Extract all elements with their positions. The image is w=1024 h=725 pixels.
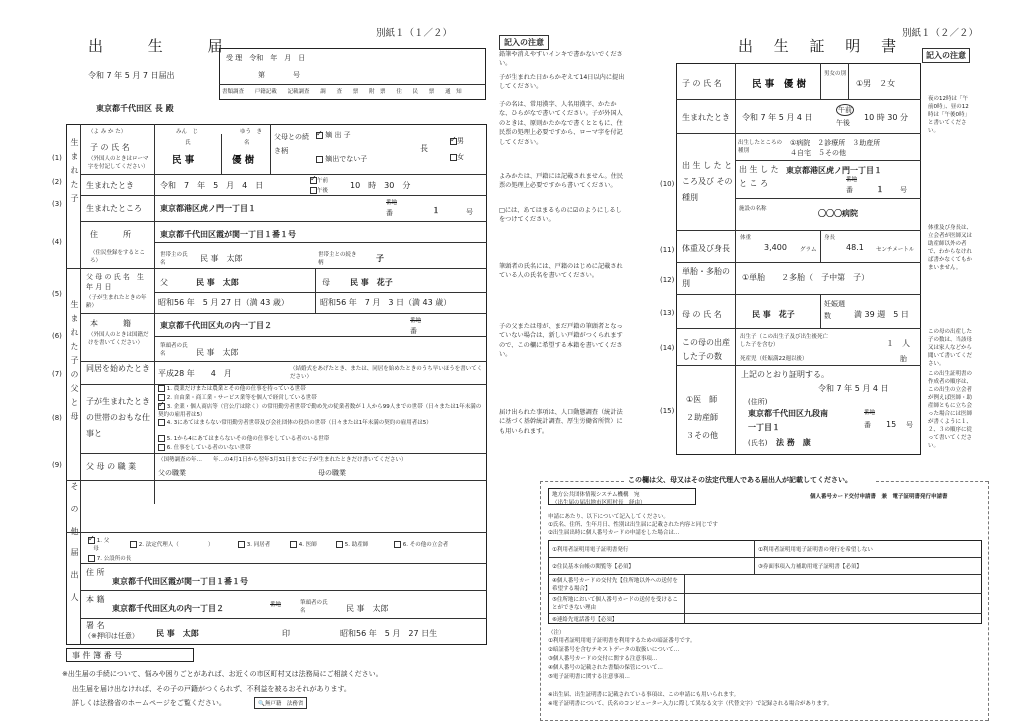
cohab-note: （結婚式をあげたとき、または、同居を始めたときのうち早いほうを書いてください） — [290, 366, 483, 380]
cert-addr-label: (住所) — [748, 398, 768, 406]
row-num: (3) — [52, 200, 62, 208]
mynum-fine: ②暗証番号を含むテキストデータの取扱いについて… — [548, 647, 680, 653]
note-8: 届け出られた事項は、人口動態調査（統計法に基づく基幹統計調査、厚生労働省所管）にも用いられます。 — [499, 409, 623, 435]
weeks-label: 妊娠週数 — [824, 300, 845, 320]
sex-female[interactable]: 女 — [450, 152, 464, 162]
cert-addr2: 一丁目１ — [748, 423, 780, 432]
job-label: 父 母 の 職 業 — [86, 462, 137, 471]
birth-clock: 10 時 30 分 — [350, 181, 411, 190]
birth-place-label: 生まれたところ — [86, 204, 142, 213]
am-check[interactable]: ✓ 午前 — [310, 176, 328, 184]
mynum-opt3[interactable]: ②住民基本台帳の閲覧等【必須】 — [552, 564, 634, 570]
address-label: 住 所 — [90, 230, 134, 239]
relation-illegit[interactable]: 嫡出でない子 — [316, 154, 367, 164]
row-num: (6) — [52, 332, 62, 340]
cert-types: ①病院 ２診療所 ３助産所 ４自宅 ５その他 — [790, 139, 930, 157]
cert-place-sub-label: 出 生 し た と こ ろ — [739, 165, 779, 188]
cohab: 平成28 年 4 月 — [158, 369, 232, 378]
go: 号 — [466, 208, 473, 216]
birth-date: 令和 7 年 5 月 4 日 — [160, 181, 264, 190]
mother-birth: 昭和56 年 7 月 3 日（満 43 歳） — [320, 298, 452, 307]
mynum-banner: この欄は父、母又はその法定代理人である届出人が記載してください。 — [628, 476, 852, 484]
child-surname: 民 事 — [172, 155, 195, 166]
footer-3: 詳しくは法務省のホームページをご覧ください。 — [72, 699, 226, 707]
cert-pm: 午後 — [836, 119, 850, 127]
honseki-banchi: 番地 — [410, 318, 422, 324]
sex-male[interactable]: ✓男 — [450, 136, 464, 146]
cert-single: ①単胎 ２多胎（ 子中第 子） — [742, 273, 870, 282]
furigana-label: （よ み か た） — [88, 129, 127, 135]
rep-address-label: 住 所 — [86, 568, 105, 577]
mynum-fine: ⑤電子証明書に関する注意事項… — [548, 674, 630, 680]
note-4: よみかたは、戸籍には記載されません。住民票の処理上必要ですから書いてください。 — [499, 173, 624, 190]
reporter-opt-6[interactable]: 6. その他の立会者 — [394, 540, 448, 548]
honseki-label: 本 籍 — [90, 319, 134, 328]
rep-sign-note: （※押印は任意） — [84, 632, 139, 640]
row-num: (1) — [52, 154, 62, 162]
cert-mother: 民 事 花子 — [752, 310, 795, 319]
mynum-fine: ③個人番号カードの交付に関する注意事項… — [548, 656, 658, 662]
furigana-sei: みん じ — [176, 129, 199, 135]
work-item-6[interactable]: 6. 仕事をしている者のいない世帯 — [158, 443, 251, 451]
reporter-opt-7[interactable]: 7. 公設所の長 — [88, 554, 131, 562]
page-label-right: 別紙１（２／２） — [902, 28, 979, 39]
cert-text: 上記のとおり証明する。 — [741, 370, 829, 379]
rep-sign: 民 事 太郎 — [156, 629, 199, 638]
work-item-3[interactable]: ✓ 3. 企業・個人商店等（官公庁は除く）の常用勤労者世帯で勤め先の従業者数が１人から99人までの世帯（日々または1年未満の契約の雇用者は5） — [158, 402, 486, 418]
work-item-4[interactable]: 4. 3にあてはまらない常用勤労者世帯及び会社団体の役員の世帯（日々または1年未満の契約の雇用者は5） — [158, 418, 486, 426]
form-title: 出 生 届 — [88, 37, 243, 55]
cert-addr-banchi: 番地 — [864, 410, 876, 416]
row-num: (5) — [52, 290, 62, 298]
role-doctor: ①医 師 — [686, 395, 718, 404]
honseki-ban: 番 — [410, 327, 417, 335]
parents-note: （子が生まれたときの年齢） — [86, 295, 147, 309]
cert-sign: 法 務 康 — [776, 438, 811, 447]
work-item-2[interactable]: 2. 自由業・商工業・サービス業等を個人で経営している世帯 — [158, 393, 317, 401]
ban: 番 — [386, 209, 393, 217]
banchi: 番地 — [386, 200, 398, 206]
note-1: 鉛筆や消えやすいインキで書かないでください。 — [499, 51, 623, 68]
rep-honseki-label: 本 籍 — [86, 595, 105, 604]
hh-rel-label: 世帯主との続き柄 — [318, 252, 357, 266]
child-name-label: 子 の 氏 名 — [90, 143, 130, 152]
height-label: 身長 — [824, 235, 836, 241]
cert-facility: 〇〇〇病院 — [818, 209, 858, 218]
mynum-notes-head: （注） — [548, 630, 565, 636]
sei-label: 氏 — [185, 140, 191, 146]
row-num: (2) — [52, 178, 62, 186]
job-note: （国勢調査の年… 年…の4月1日から翌年3月31日までに子が生まれたときだけ書いてください） — [158, 457, 407, 463]
mynum-intro1: 申請にあたり、以下について記入してください。 — [548, 514, 669, 520]
cert-clock: 10 時 30 分 — [864, 113, 908, 122]
row-num: (14) — [660, 344, 675, 352]
side-note-2: 体重及び身長は、立会者が医師又は助産師以外の者で、わからなければ書かなくてもかまいません。 — [928, 225, 973, 271]
submission-date: 令和 7 年 5 月 7 日届出 — [88, 71, 175, 80]
mei-label: 名 — [244, 140, 250, 146]
relation-legit[interactable]: ✓ 嫡 出 子 — [316, 130, 351, 140]
row-num: (8) — [52, 414, 62, 422]
side-parents-label: 生まれた子の父と母 — [70, 300, 79, 426]
householder: 民 事 太郎 — [200, 254, 243, 263]
cert-note-label: 記入の注意 — [922, 48, 970, 63]
cert-go: 号 — [900, 186, 907, 194]
cert-title: 出 生 証 明 書 — [738, 37, 905, 55]
side-reporter-label: 届 出 人 — [70, 548, 79, 608]
furigana-mei: ゆう き — [240, 129, 263, 135]
side-child-label: 生まれた子 — [70, 138, 79, 208]
job-father: 父の職業 — [158, 469, 186, 477]
search-box: 🔍無戸籍 法務省 — [254, 697, 307, 709]
cert-addr-no: 15 — [886, 420, 897, 429]
rep-birth: 昭和56 年 5 月 27 日生 — [340, 629, 438, 638]
role-other: ３その他 — [686, 431, 718, 440]
address-note: （住民登録をするところ） — [90, 250, 146, 264]
cert-sex: ①男 ２女 — [856, 79, 896, 88]
rep-address: 東京都千代田区霞が関一丁目１番１号 — [112, 577, 248, 586]
work-item-1[interactable]: 1. 農業だけまたは農業とその他の仕事を持っている世帯 — [158, 384, 306, 392]
cert-ban: 番 — [846, 186, 853, 194]
mynum-intro2: ①氏名、住所、生年月日、性別は出生届に記載された内容と同じです — [548, 522, 718, 528]
stillbirth-label: 死産児（妊娠満22週以後） — [740, 356, 808, 362]
hittosha-label: 筆頭者の氏名 — [160, 343, 188, 357]
address: 東京都千代田区霞が関一丁目１番１号 — [160, 230, 296, 239]
pm-check[interactable]: 午後 — [310, 186, 328, 194]
addressee: 東京都千代田区 長 殿 — [96, 104, 174, 113]
note-3: 子の名は、常用漢字、人名用漢字、かたかな、ひらがなで書いてください。子が外国人のときは、原則かたかなで書くとともに、住民票の処理上必要ですから、ローマ字を付記してください。 — [499, 101, 623, 146]
cert-banchi: 番地 — [846, 177, 858, 183]
cert-place-label: 出 生 し た ところ及び その種別 — [682, 161, 733, 202]
reporter-opt-4[interactable]: 4. 医師 — [290, 540, 317, 548]
mynum-to-sub: （出生届の届出地市区町村長 経由） — [552, 500, 646, 506]
note-6: 筆頭者の氏名には、戸籍のはじめに記載されている人の氏名を書いてください。 — [499, 263, 623, 280]
footer-2: 出生届を届け出なければ、その子の戸籍がつくられず、不利益を被るおそれがあります。 — [72, 685, 351, 693]
cert-body-label: 体重及び身長 — [682, 244, 730, 253]
mynum-opt5[interactable]: ④個人番号カードの交付先【住所地以外への送付を希望する場合】 — [552, 578, 678, 592]
row-num: (9) — [52, 461, 62, 469]
row-num: (13) — [660, 309, 675, 317]
parents-label: 父 母 の 氏 名 生 年 月 日 — [86, 273, 144, 291]
hh-rel: 子 — [376, 254, 384, 263]
cert-place-no: １ — [876, 185, 884, 194]
note-2: 子が生まれた日からかぞえて14日以内に提出してください。 — [499, 74, 625, 91]
rep-hittosha: 民 事 太郎 — [346, 604, 389, 613]
mynum-opt2[interactable]: ①利用者証明用電子証明書の発行を希望しない — [758, 547, 873, 553]
work-item-5[interactable]: 5. 1から4にあてはまらないその他の仕事をしている者のいる世帯 — [158, 434, 329, 442]
mynum-to: 地方公共団体情報システム機構 宛 — [552, 492, 640, 498]
cert-children-label: この母の出産した子の数 — [682, 338, 730, 361]
hittosha: 民 事 太郎 — [196, 348, 239, 357]
birth-place-no: １ — [432, 206, 440, 215]
office-receipt: 受 理 令和 年 月 日 — [226, 54, 306, 62]
row-num: (11) — [660, 246, 675, 254]
mother-label: 母 — [322, 278, 330, 287]
father-label: 父 — [160, 278, 168, 287]
children-note: 出生子（この出生子及び出生後死亡した子を含む） — [740, 334, 829, 348]
height: 48.1 — [846, 243, 864, 252]
mynum-foot1: ※出生届、出生証明書に記載されている事項は、この申請にも用いられます。 — [548, 692, 740, 698]
cert-addr-ban: 番 — [864, 421, 871, 429]
cert-am: 午前 — [838, 106, 852, 114]
child-given-name: 優 樹 — [232, 155, 255, 166]
note-5: □には、あてはまるものに☑のようにしるしをつけてください。 — [499, 207, 622, 224]
mynum-opt6[interactable]: ⑤住所地において個人番号カードの送付を受けることができない理由 — [552, 597, 678, 611]
cert-single-label: 単胎・多胎の別 — [682, 267, 730, 288]
rep-hittosha-label: 筆頭者の氏名 — [300, 600, 328, 614]
cert-sex-label: 男女の別 — [824, 71, 847, 77]
cert-name-label: 子 の 氏 名 — [682, 79, 722, 88]
page-label-left: 別紙１（１／２） — [376, 28, 453, 39]
row-num: (15) — [660, 407, 675, 415]
birth-time-label: 生まれたとき — [86, 181, 134, 190]
mynum-fine: ④個人番号の記載された書類の保管について… — [548, 665, 663, 671]
job-mother: 母の職業 — [318, 469, 346, 477]
office-columns: 書類調査 戸籍記載 記載調査 調 査 票 附 票 住 民 票 通 知 — [222, 89, 462, 95]
rep-banchi: 番地 — [270, 602, 282, 608]
relation-rank: 長 — [420, 144, 428, 153]
cert-addr-go: 号 — [906, 421, 913, 429]
side-note-3: この母の出産した子の数は、当該母又は家人などから聞いて書いてください。 — [928, 329, 973, 367]
rep-honseki: 東京都千代田区丸の内一丁目２ — [112, 604, 224, 613]
office-receipt-no: 第 号 — [258, 71, 300, 79]
role-midwife: ２助産師 — [686, 413, 718, 422]
weight-label: 体重 — [740, 235, 752, 241]
father-birth: 昭和56 年 5 月 27 日（満 43 歳） — [158, 298, 289, 307]
cert-addr: 東京都千代田区九段南 — [748, 409, 828, 418]
birth-place: 東京都港区虎ノ門一丁目１ — [160, 204, 256, 213]
mynum-intro3: ②出生届出時に個人番号カードの申請をした場合は… — [548, 530, 680, 536]
cert-facility-label: 施設の名称 — [739, 206, 767, 212]
weight: 3,400 — [764, 243, 787, 252]
reporter-opt-2[interactable]: 2. 法定代理人（ — [130, 540, 179, 548]
father-name: 民 事 太郎 — [196, 278, 239, 287]
cert-time: 令和 7 年 5 月 4 日 — [742, 113, 813, 122]
mynum-opt1[interactable]: ①利用者証明用電子証明書発行 — [552, 547, 629, 553]
cert-type-label: 出生したところの種別 — [738, 140, 783, 154]
footer-1: ※出生届の手続について、悩みや困りごとがあれば、お近くの市区町村又は法務局にご相談ください。 — [62, 670, 383, 678]
tai: 胎 — [900, 355, 907, 363]
relation-label: 父母との続き柄 — [274, 133, 309, 155]
cohab-label: 同居を始めたとき — [86, 364, 150, 373]
mynum-fine: ①利用者証明用電子証明書を利用するための暗証番号です。 — [548, 638, 696, 644]
side-other-label: そ の 他 — [70, 482, 79, 542]
mynum-header: 個人番号カード交付申請書 兼 電子証明書発行申請書 — [810, 494, 948, 500]
child-name-note: （外国人のときはローマ字を付記してください） — [88, 156, 149, 170]
cm: センチメートル — [876, 247, 915, 253]
work-label: 子が生まれたときの世帯のおもな仕事と — [86, 397, 150, 438]
reporter-opt-3[interactable]: 3. 同居者 — [238, 540, 270, 548]
children: １ 人 — [886, 339, 910, 348]
side-note-1: 夜の12時は「午前0時」、昼の12時は「午後0時」と書いてください。 — [928, 96, 970, 134]
rep-sign-label: 署 名 — [86, 621, 105, 630]
cert-sign-label: (氏名) — [748, 439, 768, 447]
jiken-label: 事 件 簿 番 号 — [72, 651, 123, 660]
mynum-foot2: ※電子証明書について、氏名のコンピューター入力に際して異なる文字（代替文字）で記録される場合があります。 — [548, 701, 833, 707]
reporter-opt-1[interactable]: ✓ 1. 父 母 — [88, 536, 109, 552]
honseki-note: （外国人のときは国籍だけを書いてください） — [88, 332, 149, 346]
row-num: (10) — [660, 180, 675, 188]
rep-seal: 印 — [282, 629, 290, 638]
cert-mother-label: 母 の 氏 名 — [682, 310, 722, 319]
cert-child-name: 民 事 優 樹 — [752, 79, 807, 90]
reporter-opt-2-close: ） — [208, 542, 214, 548]
reporter-opt-5[interactable]: 5. 助産師 — [336, 540, 368, 548]
mynum-opt4[interactable]: ③券面事項入力補助用電子証明書【必須】 — [758, 564, 862, 570]
honseki: 東京都千代田区丸の内一丁目２ — [160, 321, 272, 330]
row-num: (4) — [52, 238, 62, 246]
cert-place: 東京都港区虎ノ門一丁目１ — [786, 166, 882, 175]
cert-date: 令和 7 年 5 月 4 日 — [818, 384, 889, 393]
note-7: 子の父または母が、まだ戸籍の筆頭者となっていない場合は、新しい戸籍がつくられますので、この欄に希望する本籍を書いてください。 — [499, 323, 623, 359]
mynum-opt7[interactable]: ⑥連絡先電話番号【必須】 — [552, 617, 618, 623]
side-note-4: この出生証明書の作成者の順序は、この出生の立会者が例えば医師・助産師ともに立ち会った場合には医師が書くように１、２、３の順序に従って書いてください。 — [928, 371, 973, 449]
weeks: 満 39 週 5 日 — [854, 310, 909, 319]
gram: グラム — [800, 247, 817, 253]
cert-time-label: 生まれたとき — [682, 113, 730, 122]
notes-title: 記入の注意 — [499, 35, 549, 50]
search-icon: 🔍 — [258, 701, 265, 707]
mother-name: 民 事 花子 — [350, 278, 393, 287]
row-num: (12) — [660, 276, 675, 284]
householder-label: 世帯主の氏名 — [160, 252, 188, 266]
row-num: (7) — [52, 370, 62, 378]
